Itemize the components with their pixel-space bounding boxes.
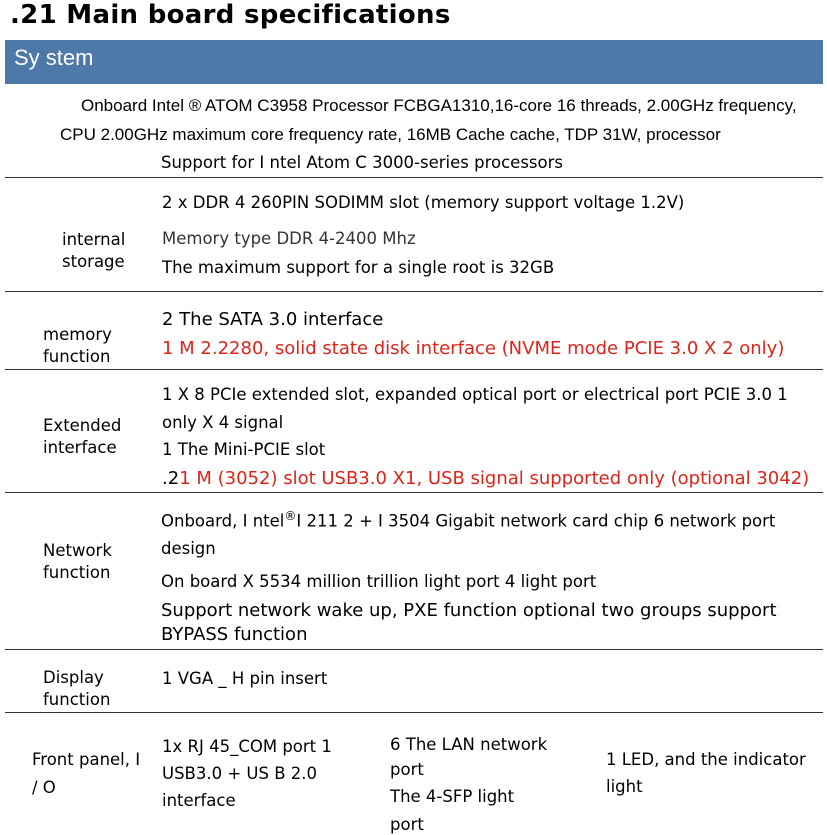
section-banner (5, 40, 823, 84)
storage-line-3: The maximum support for a single root is 32GB (162, 258, 555, 277)
front-col1-line-1: 1x RJ 45_COM port 1 (162, 737, 332, 756)
extended-line-4 (162, 468, 809, 489)
row-divider (5, 177, 823, 178)
memory-line-1: 2 The SATA 3.0 interface (162, 309, 384, 330)
display-line-1: 1 VGA _ H pin insert (162, 669, 328, 688)
memory-label-1: memory (43, 325, 112, 344)
storage-label-2: storage (62, 252, 125, 271)
page-title: .21 Main board specifications (10, 0, 451, 30)
front-col2-line-1: 6 The LAN network (390, 735, 548, 754)
front-label-2: / O (32, 778, 56, 797)
memory-label-2: function (43, 347, 111, 366)
row-divider (5, 492, 823, 493)
extended-label-2: interface (43, 438, 117, 457)
extended-label-1: Extended (43, 416, 122, 435)
row-divider (5, 369, 823, 370)
network-label-1: Network (43, 541, 112, 560)
display-label-1: Display (43, 668, 104, 687)
front-col1-line-3: interface (162, 791, 236, 810)
extended-line-4-text: 1 M (3052) slot USB3.0 X1, USB signal supported only (optional 3042) (179, 468, 810, 489)
network-line-5: BYPASS function (161, 624, 308, 645)
section-banner-label: Sy stem (14, 45, 94, 70)
extended-line-1: 1 X 8 PCIe extended slot, expanded optical port or electrical port PCIE 3.0 1 (162, 385, 788, 404)
network-line-1 (161, 509, 775, 531)
storage-label-1: internal (62, 230, 126, 249)
extended-line-2: only X 4 signal (162, 413, 284, 432)
front-label-1: Front panel, I (32, 750, 141, 769)
network-line-3: On board X 5534 million trillion light port 4 light port (161, 572, 597, 591)
system-line-2: CPU 2.00GHz maximum core frequency rate, 16MB Cache cache, TDP 31W, processor (60, 125, 721, 144)
network-label-2: function (43, 563, 111, 582)
extended-line-3: 1 The Mini-PCIE slot (162, 440, 326, 459)
front-col2-line-3: The 4-SFP light (390, 787, 515, 806)
registered-mark: ® (284, 509, 297, 523)
row-divider (5, 712, 823, 713)
network-line-1a: Onboard, I ntel (161, 511, 285, 531)
row-divider (5, 291, 823, 292)
network-line-2: design (161, 539, 216, 558)
extended-line-4-prefix: .2 (162, 468, 180, 489)
network-line-1b: I 211 2 + I 3504 Gigabit network card chip 6 network port (296, 511, 776, 531)
storage-line-2: Memory type DDR 4-2400 Mhz (162, 229, 416, 248)
front-col1-line-2: USB3.0 + US B 2.0 (162, 764, 318, 783)
storage-line-1: 2 x DDR 4 260PIN SODIMM slot (memory support voltage 1.2V) (162, 193, 685, 212)
front-col3-line-1: 1 LED, and the indicator (606, 750, 806, 769)
system-line-1: Onboard Intel ® ATOM C3958 Processor FCBGA1310,16-core 16 threads, 2.00GHz frequency, (81, 96, 797, 115)
system-line-3: Support for I ntel Atom C 3000-series processors (161, 153, 564, 172)
front-col2-line-2: port (390, 760, 424, 779)
display-label-2: function (43, 690, 111, 709)
row-divider (5, 649, 823, 650)
memory-line-2: 1 M 2.2280, solid state disk interface (NVME mode PCIE 3.0 X 2 only) (162, 338, 785, 359)
front-col3-line-2: light (606, 777, 643, 796)
front-col2-line-4: port (390, 815, 424, 834)
network-line-4: Support network wake up, PXE function optional two groups support (161, 600, 777, 621)
